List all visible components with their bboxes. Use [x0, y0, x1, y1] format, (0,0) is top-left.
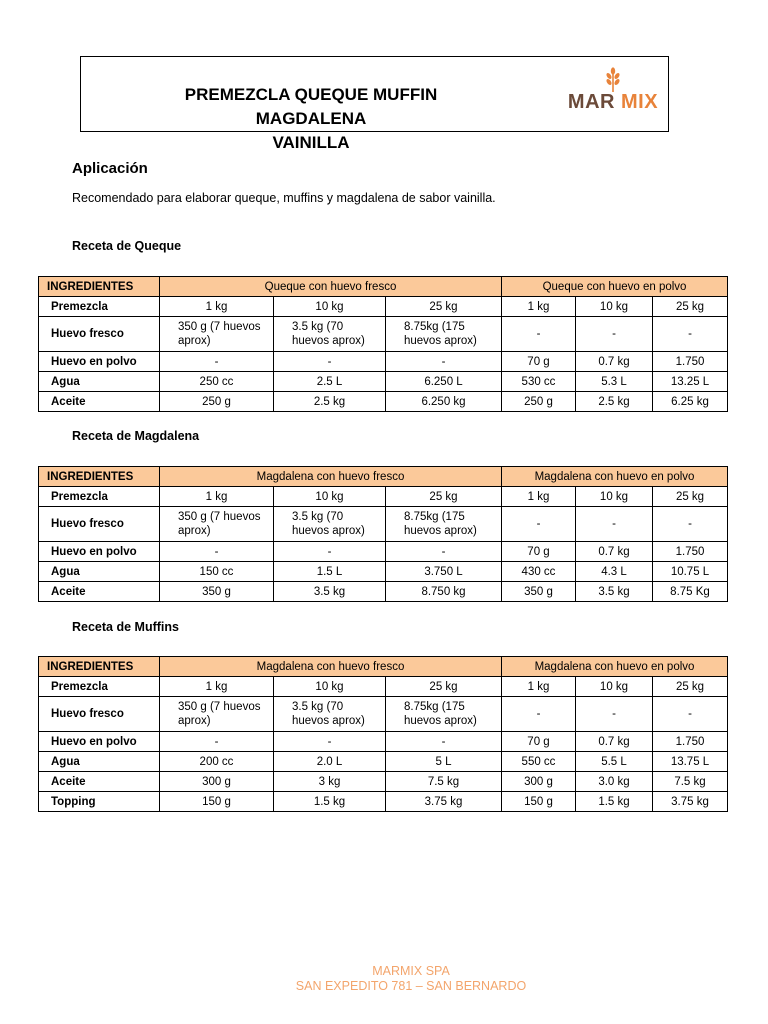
table-cell: 25 kg [653, 297, 728, 317]
table-cell: 3.75 kg [386, 792, 502, 812]
table-cell: 25 kg [386, 677, 502, 697]
table-cell: - [274, 352, 386, 372]
row-label: Aceite [39, 392, 160, 412]
table-cell: - [502, 507, 576, 542]
table-cell: 350 g (7 huevos aprox) [160, 317, 274, 352]
row-label: Premezcla [39, 487, 160, 507]
table-cell: - [653, 507, 728, 542]
recipe-title-muffins: Receta de Muffins [72, 620, 179, 634]
table-cell: 2.5 kg [274, 392, 386, 412]
table-cell: 4.3 L [576, 562, 653, 582]
table-cell: 350 g [160, 582, 274, 602]
table-header-row [39, 657, 728, 677]
table-row [39, 372, 728, 392]
table-cell: 200 cc [160, 752, 274, 772]
table-row [39, 752, 728, 772]
table-cell: 10 kg [576, 297, 653, 317]
section-heading: Aplicación [72, 160, 148, 177]
row-label: Huevo fresco [39, 507, 160, 542]
table-cell: 25 kg [386, 487, 502, 507]
table-cell: 1 kg [502, 677, 576, 697]
ingredients-header: INGREDIENTES [39, 467, 160, 487]
table-cell: 25 kg [653, 487, 728, 507]
table-cell: 350 g (7 huevos aprox) [160, 697, 274, 732]
table-cell: 6.250 kg [386, 392, 502, 412]
table-cell: 150 g [160, 792, 274, 812]
table-row [39, 582, 728, 602]
table-cell: 2.0 L [274, 752, 386, 772]
table-cell: 430 cc [502, 562, 576, 582]
table-cell: 10 kg [576, 487, 653, 507]
table-row [39, 792, 728, 812]
table-cell: 0.7 kg [576, 732, 653, 752]
table-cell: 1.5 kg [576, 792, 653, 812]
wheat-icon [603, 67, 623, 93]
table-cell: - [386, 732, 502, 752]
table-cell: - [274, 542, 386, 562]
table-cell: 1.750 [653, 732, 728, 752]
row-label: Topping [39, 792, 160, 812]
row-label: Huevo fresco [39, 317, 160, 352]
document-header [80, 56, 669, 152]
table-cell: 25 kg [653, 677, 728, 697]
table-cell: 0.7 kg [576, 542, 653, 562]
table-cell: - [653, 697, 728, 732]
row-label: Huevo fresco [39, 697, 160, 732]
table-cell: 1 kg [160, 487, 274, 507]
table-cell: 70 g [502, 352, 576, 372]
row-label: Agua [39, 562, 160, 582]
table-cell: 1 kg [502, 487, 576, 507]
table-cell: 6.250 L [386, 372, 502, 392]
table-cell: - [160, 542, 274, 562]
table-cell: 350 g [502, 582, 576, 602]
table-cell: 3.5 kg [576, 582, 653, 602]
table-cell: 250 g [502, 392, 576, 412]
table-row [39, 697, 728, 732]
group-header-fresh: Magdalena con huevo fresco [160, 657, 502, 677]
table-row [39, 732, 728, 752]
group-header-powder: Queque con huevo en polvo [502, 277, 728, 297]
table-cell: 250 cc [160, 372, 274, 392]
table-cell: 8.75kg (175 huevos aprox) [386, 317, 502, 352]
row-label: Premezcla [39, 297, 160, 317]
table-cell: 1 kg [160, 297, 274, 317]
table-cell: 5.3 L [576, 372, 653, 392]
table-cell: 8.750 kg [386, 582, 502, 602]
table-cell: - [502, 317, 576, 352]
table-cell: 8.75 Kg [653, 582, 728, 602]
row-label: Huevo en polvo [39, 352, 160, 372]
table-cell: 250 g [160, 392, 274, 412]
table-cell: 2.5 L [274, 372, 386, 392]
table-row [39, 507, 728, 542]
table-cell: 10 kg [274, 677, 386, 697]
group-header-powder: Magdalena con huevo en polvo [502, 657, 728, 677]
footer-company: MARMIX SPA [372, 964, 450, 978]
table-cell: 3.75 kg [653, 792, 728, 812]
table-cell: 13.25 L [653, 372, 728, 392]
table-row [39, 562, 728, 582]
table-cell: 3.5 kg (70 huevos aprox) [274, 697, 386, 732]
table-header-row [39, 277, 728, 297]
row-label: Huevo en polvo [39, 732, 160, 752]
table-cell: 3.5 kg (70 huevos aprox) [274, 317, 386, 352]
table-cell: 70 g [502, 732, 576, 752]
logo-mix: MIX [621, 91, 659, 113]
intro-text: Recomendado para elaborar queque, muffins y magdalena de sabor vainilla. [72, 191, 496, 205]
table-row [39, 392, 728, 412]
table-cell: 1.750 [653, 542, 728, 562]
table-cell: 300 g [502, 772, 576, 792]
recipe-table-queque [38, 276, 728, 412]
table-row [39, 297, 728, 317]
table-cell: 10.75 L [653, 562, 728, 582]
group-header-fresh: Magdalena con huevo fresco [160, 467, 502, 487]
table-cell: 5.5 L [576, 752, 653, 772]
table-cell: 8.75kg (175 huevos aprox) [386, 507, 502, 542]
table-cell: 3.5 kg [274, 582, 386, 602]
recipe-title-magdalena: Receta de Magdalena [72, 429, 200, 443]
table-cell: 5 L [386, 752, 502, 772]
table-cell: 3 kg [274, 772, 386, 792]
table-cell: - [386, 352, 502, 372]
logo-wordmark [565, 91, 661, 114]
footer-address: SAN EXPEDITO 781 – SAN BERNARDO [295, 979, 527, 993]
table-cell: - [576, 507, 653, 542]
table-cell: 0.7 kg [576, 352, 653, 372]
table-cell: 8.75kg (175 huevos aprox) [386, 697, 502, 732]
table-cell: 150 g [502, 792, 576, 812]
table-cell: 1.750 [653, 352, 728, 372]
table-cell: - [502, 697, 576, 732]
table-cell: 7.5 kg [386, 772, 502, 792]
table-cell: 1.5 kg [274, 792, 386, 812]
row-label: Premezcla [39, 677, 160, 697]
table-cell: - [160, 732, 274, 752]
table-cell: - [274, 732, 386, 752]
table-cell: 350 g (7 huevos aprox) [160, 507, 274, 542]
table-cell: - [576, 697, 653, 732]
table-row [39, 352, 728, 372]
table-cell: 150 cc [160, 562, 274, 582]
group-header-fresh: Queque con huevo fresco [160, 277, 502, 297]
table-cell: 3.750 L [386, 562, 502, 582]
table-row [39, 487, 728, 507]
table-header-row [39, 467, 728, 487]
table-cell: 13.75 L [653, 752, 728, 772]
table-cell: 10 kg [576, 677, 653, 697]
table-cell: 6.25 kg [653, 392, 728, 412]
table-cell: 10 kg [274, 487, 386, 507]
footer [0, 964, 768, 994]
table-cell: 7.5 kg [653, 772, 728, 792]
table-cell: 550 cc [502, 752, 576, 772]
table-cell: 1 kg [160, 677, 274, 697]
group-header-powder: Magdalena con huevo en polvo [502, 467, 728, 487]
table-cell: - [576, 317, 653, 352]
table-cell: 530 cc [502, 372, 576, 392]
table-cell: 3.5 kg (70 huevos aprox) [274, 507, 386, 542]
table-row [39, 677, 728, 697]
logo-mar: MAR [567, 91, 615, 113]
table-cell: 1 kg [502, 297, 576, 317]
row-label: Agua [39, 372, 160, 392]
document-title [141, 83, 481, 155]
table-cell: 2.5 kg [576, 392, 653, 412]
table-row [39, 542, 728, 562]
table-cell: - [653, 317, 728, 352]
recipe-title-queque: Receta de Queque [72, 239, 182, 253]
row-label: Aceite [39, 772, 160, 792]
title-line-1: PREMEZCLA QUEQUE MUFFIN MAGDALENA [184, 85, 438, 128]
row-label: Huevo en polvo [39, 542, 160, 562]
table-row [39, 772, 728, 792]
table-cell: - [386, 542, 502, 562]
table-cell: 25 kg [386, 297, 502, 317]
table-cell: 70 g [502, 542, 576, 562]
ingredients-header: INGREDIENTES [39, 657, 160, 677]
row-label: Aceite [39, 582, 160, 602]
table-row [39, 317, 728, 352]
recipe-table-magdalena [38, 466, 728, 602]
marmix-logo [565, 65, 661, 123]
table-cell: 3.0 kg [576, 772, 653, 792]
table-cell: 1.5 L [274, 562, 386, 582]
table-cell: - [160, 352, 274, 372]
table-cell: 300 g [160, 772, 274, 792]
row-label: Agua [39, 752, 160, 772]
table-cell: 10 kg [274, 297, 386, 317]
recipe-table-muffins [38, 656, 728, 812]
title-line-2: VAINILLA [272, 133, 350, 152]
ingredients-header: INGREDIENTES [39, 277, 160, 297]
